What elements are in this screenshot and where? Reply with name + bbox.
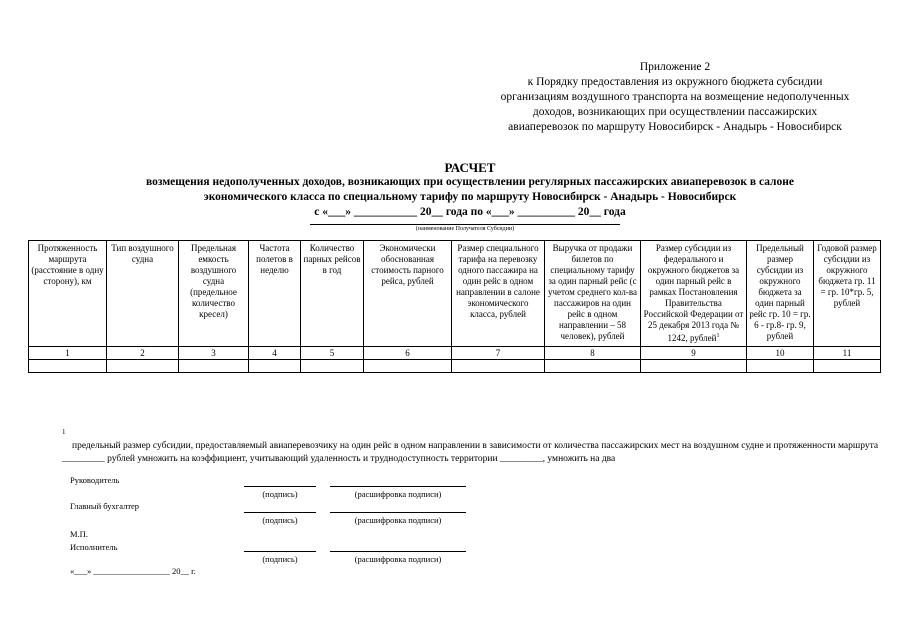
table-data-row <box>29 360 881 373</box>
sign-caption: (подпись) <box>262 554 298 564</box>
appendix-header <box>470 60 880 135</box>
title-period: с «___» ___________ 20__ года по «___» __________ 20__ года <box>314 206 626 218</box>
table-header-cell: Предельный размер субсидии из окружного бюджета за один парный рейс гр. 10 = гр. 6 - гр.8- гр. 9, рублей <box>747 241 814 347</box>
table-cell[interactable] <box>814 360 881 373</box>
column-number: 6 <box>364 347 452 360</box>
table-header-cell: Частота полетов в неделю <box>249 241 301 347</box>
decode-caption: (расшифровка подписи) <box>354 554 442 564</box>
appendix-line: Приложение 2 <box>639 61 711 73</box>
column-number: 8 <box>545 347 641 360</box>
accountant-decode-line[interactable] <box>330 512 466 513</box>
table-header-cell: Предельная емкость воздушного судна (предельное количество кресел) <box>179 241 249 347</box>
decode-caption: (расшифровка подписи) <box>354 489 442 499</box>
column-number: 9 <box>641 347 747 360</box>
signature-date: «___» __________________ 20__ г. <box>70 566 196 576</box>
table-header-cell: Экономически обоснованная стоимость парного рейса, рублей <box>364 241 452 347</box>
column-number: 3 <box>179 347 249 360</box>
head-label: Руководитель <box>70 475 120 485</box>
document-title <box>60 160 880 220</box>
table-header-cell: Выручка от продажи билетов по специальному тарифу за один парный рейс (с учетом среднего кол-ва пассажиров на один рейс в одном направлении – 58 человек), рублей <box>545 241 641 347</box>
column-number: 7 <box>452 347 545 360</box>
table-header-cell <box>641 241 747 347</box>
executor-decode-line[interactable] <box>330 551 466 552</box>
column-number: 10 <box>747 347 814 360</box>
accountant-signature-line[interactable] <box>244 512 316 513</box>
decode-caption: (расшифровка подписи) <box>354 515 442 525</box>
executor-signature-line[interactable] <box>244 551 316 552</box>
appendix-line: доходов, возникающих при осуществлении пассажирских <box>532 106 818 118</box>
table-header-cell: Количество парных рейсов в год <box>301 241 364 347</box>
sign-caption: (подпись) <box>262 515 298 525</box>
appendix-line: организациям воздушного транспорта на возмещение недополученных <box>500 91 850 103</box>
table-cell[interactable] <box>249 360 301 373</box>
table-cell[interactable] <box>29 360 107 373</box>
appendix-line: авиаперевозок по маршруту Новосибирск - Анадырь - Новосибирск <box>508 121 842 133</box>
footnote-text: предельный размер субсидии, предоставляемый авиаперевозчику на один рейс в одном направлении в зависимости от количества пассажирских мест на воздушном судне и протяженности маршрута _________ рублей умножить на коэффициент, учитывающий удаленность и труднодоступность территории _________, умножить на два <box>62 441 879 464</box>
calculation-table <box>28 240 881 373</box>
accountant-label: Главный бухгалтер <box>70 501 140 511</box>
sign-caption: (подпись) <box>262 489 298 499</box>
table-header-cell: Протяженность маршрута (расстояние в одну сторону), км <box>29 241 107 347</box>
table-header-cell: Тип воздушного судна <box>107 241 179 347</box>
table-header-row <box>29 241 881 347</box>
title-main: РАСЧЕТ <box>444 160 496 175</box>
column-number: 4 <box>249 347 301 360</box>
table-number-row <box>29 347 881 360</box>
appendix-line: к Порядку предоставления из окружного бюджета субсидии <box>527 76 823 88</box>
table-cell[interactable] <box>107 360 179 373</box>
column-number: 2 <box>107 347 179 360</box>
recipient-caption: (наименование Получателя Субсидии) <box>310 224 620 233</box>
seal-label: М.П. <box>70 529 88 539</box>
table-cell[interactable] <box>179 360 249 373</box>
head-decode-line[interactable] <box>330 486 466 487</box>
column-number: 11 <box>814 347 881 360</box>
footnote-ref: 1 <box>716 333 720 339</box>
column-number: 5 <box>301 347 364 360</box>
head-signature-line[interactable] <box>244 486 316 487</box>
table-cell[interactable] <box>747 360 814 373</box>
table-cell[interactable] <box>364 360 452 373</box>
table-cell[interactable] <box>452 360 545 373</box>
table-header-cell: Годовой размер субсидии из окружного бюджета гр. 11 = гр. 10*гр. 5, рублей <box>814 241 881 347</box>
column-number: 1 <box>29 347 107 360</box>
table-header-cell: Размер специального тарифа на перевозку одного пассажира на один рейс в одном направлении в салоне экономического класса, рублей <box>452 241 545 347</box>
executor-label: Исполнитель <box>70 542 118 552</box>
table-cell[interactable] <box>641 360 747 373</box>
table-cell[interactable] <box>545 360 641 373</box>
footnote-mark: 1 <box>62 428 66 436</box>
table-header-text: Размер субсидии из федерального и окружного бюджетов за один парный рейс в рамках Постановления Правительства Российской Федерации от 25 декабря 2013 года № 1242, рублей <box>643 243 744 343</box>
table-cell[interactable] <box>301 360 364 373</box>
title-line: возмещения недополученных доходов, возникающих при осуществлении регулярных пассажирских авиаперевозок в салоне <box>146 176 794 188</box>
title-line: экономического класса по специальному тарифу по маршруту Новосибирск - Анадырь - Новосибирск <box>203 191 737 203</box>
